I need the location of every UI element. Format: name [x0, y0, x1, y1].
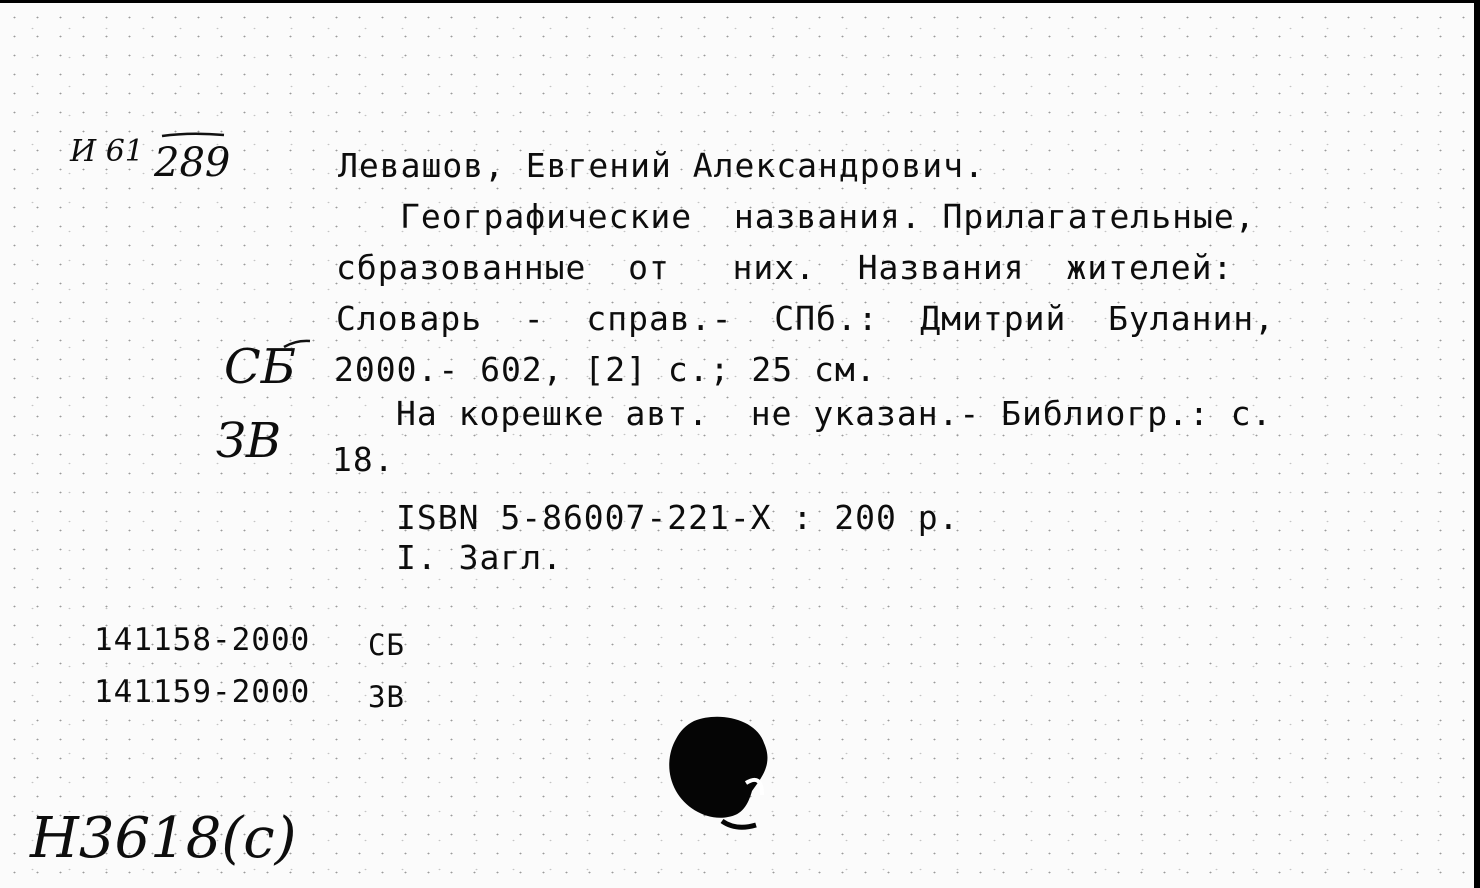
inventory-location: ЗВ [368, 680, 405, 714]
title-line: Географические названия. Прилагательные, [400, 197, 1256, 236]
author-heading: Левашов, Евгений Александрович. [338, 146, 985, 185]
shelfmark-overline [160, 131, 226, 139]
shelfmark-prefix: И 61 [70, 134, 144, 169]
inventory-location: СБ [368, 628, 405, 662]
location-mark-stroke [282, 339, 312, 349]
inventory-number: 141158-2000 [94, 622, 311, 658]
location-mark-zv: ЗВ [216, 413, 282, 469]
isbn-line: ISBN 5-86007-221-X : 200 р. [396, 498, 960, 537]
note-line: 18. [332, 440, 395, 479]
shelfmark-number: 289 [154, 140, 231, 186]
accession-number: Н3618(с) [30, 806, 297, 871]
note-line: На корешке авт. не указан.- Библиогр.: с. [396, 394, 1273, 433]
ink-blot [664, 713, 784, 833]
title-line: сбразованные от них. Названия жителей: [336, 248, 1234, 287]
location-mark-sb: СБ [224, 339, 296, 395]
imprint-line: 2000.- 602, [2] с.; 25 см. [334, 350, 877, 389]
title-line: Словарь - справ.- СПб.: Дмитрий Буланин, [336, 299, 1276, 338]
inventory-number: 141159-2000 [94, 674, 311, 710]
added-entry: I. Загл. [396, 538, 563, 577]
